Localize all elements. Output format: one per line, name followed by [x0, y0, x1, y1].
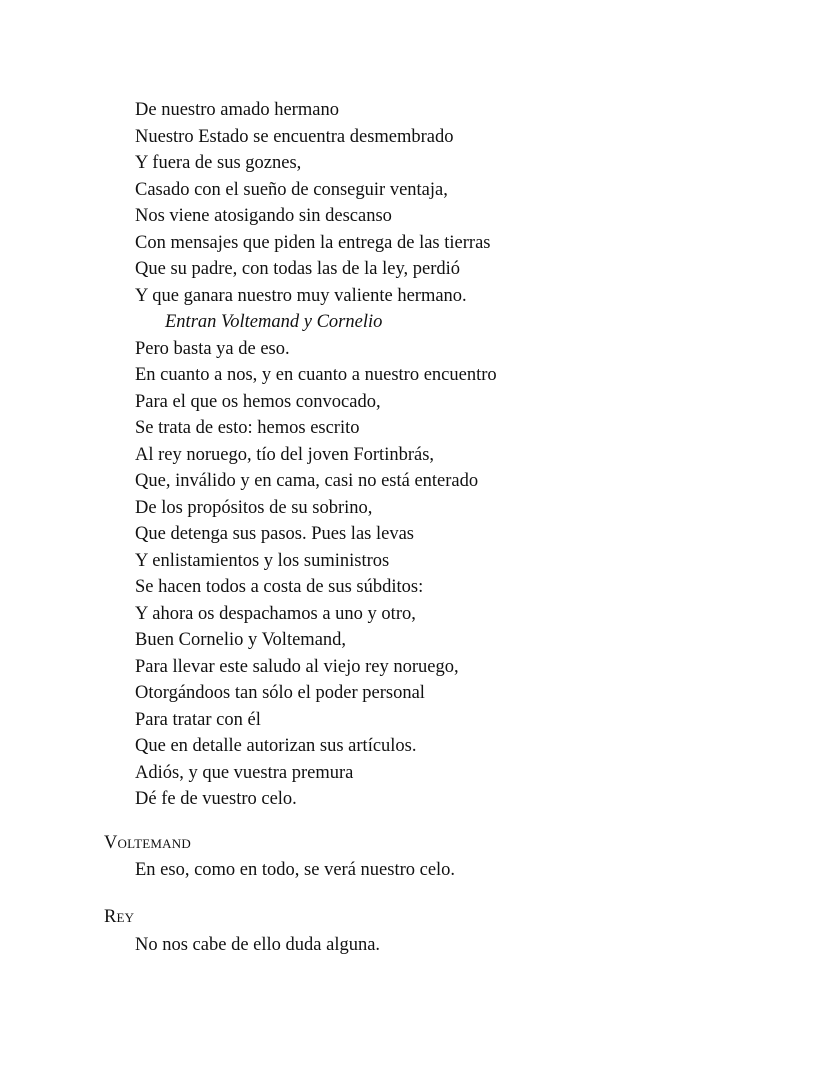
verse-line: Se hacen todos a costa de sus súbditos: [135, 577, 424, 597]
verse-line: Que, inválido y en cama, casi no está enterado [135, 471, 479, 491]
verse-line: Para el que os hemos convocado, [135, 391, 381, 412]
speech-line-voltemand: En eso, como en todo, se verá nuestro celo. [135, 860, 456, 880]
verse-line: Nuestro Estado se encuentra desmembrado [135, 126, 454, 147]
verse-line: Para tratar con él [135, 709, 261, 730]
verse-line: Al rey noruego, tío del joven Fortinbrás, [135, 444, 435, 465]
verse-line: Que su padre, con todas las de la ley, perdió [135, 259, 461, 279]
verse-line: Que en detalle autorizan sus artículos. [135, 736, 417, 756]
verse-line: Buen Cornelio y Voltemand, [135, 630, 347, 650]
verse-line: Dé fe de vuestro celo. [135, 789, 297, 809]
stage-direction: Entran Voltemand y Cornelio [165, 312, 383, 332]
verse-line: De nuestro amado hermano [135, 100, 339, 120]
verse-line: Que detenga sus pasos. Pues las levas [135, 524, 414, 544]
verse-line: Para llevar este saludo al viejo rey noruego, [135, 656, 459, 677]
verse-line: De los propósitos de su sobrino, [135, 497, 373, 518]
verse-line: Casado con el sueño de conseguir ventaja, [135, 179, 448, 200]
verse-line: Adiós, y que vuestra premura [135, 762, 354, 783]
verse-line: Nos viene atosigando sin descanso [135, 206, 392, 226]
king-speech-verse [135, 97, 775, 813]
speech-line-rey: No nos cabe de ello duda alguna. [135, 935, 381, 955]
speaker-name-voltemand: Voltemand [104, 833, 191, 853]
verse-line: Y fuera de sus goznes, [135, 153, 302, 173]
verse-line: Se trata de esto: hemos escrito [135, 418, 360, 438]
verse-line: Con mensajes que piden la entrega de las tierras [135, 232, 491, 253]
speaker-name-rey: Rey [104, 907, 135, 927]
verse-line: Y ahora os despachamos a uno y otro, [135, 603, 416, 624]
verse-line: En cuanto a nos, y en cuanto a nuestro encuentro [135, 365, 497, 385]
verse-line: Y enlistamientos y los suministros [135, 550, 390, 571]
verse-line: Otorgándoos tan sólo el poder personal [135, 683, 425, 703]
verse-line: Pero basta ya de eso. [135, 338, 290, 359]
verse-line: Y que ganara nuestro muy valiente hermano. [135, 285, 467, 306]
